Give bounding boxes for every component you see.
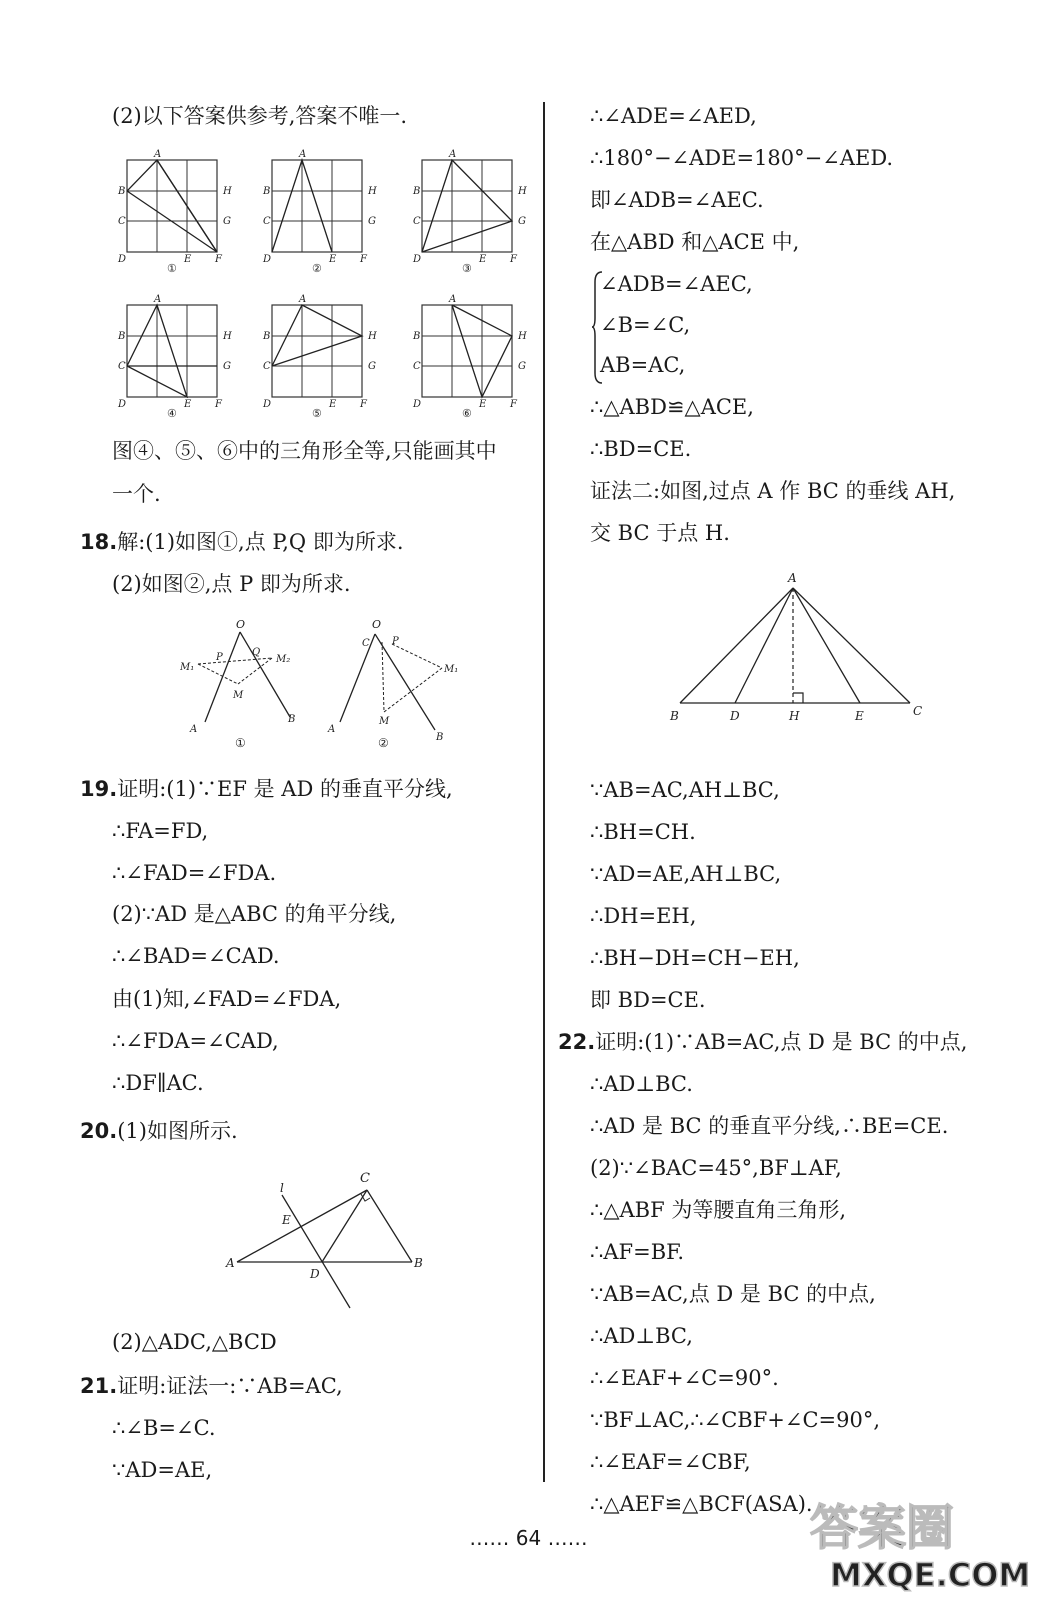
svg-text:P: P [216,652,223,663]
svg-text:A: A [449,149,457,160]
text-line: ∵AD=AE, [112,1458,213,1482]
svg-text:B: B [263,331,271,342]
grid-figure-2 [262,149,377,275]
svg-text:M: M [233,690,244,701]
column-divider [543,102,545,1482]
figure-label: ② [378,736,389,750]
text-line: ∴∠EAF+∠C=90°. [590,1366,779,1390]
figure-20 [222,1160,437,1315]
text-line: (2)∵AD 是△ABC 的角平分线, [112,902,397,926]
svg-text:C: C [413,216,421,227]
grid-figures [112,145,532,435]
svg-text:G: G [518,361,526,372]
text-line: ∴180°−∠ADE=180°−∠AED. [590,146,894,170]
text-line: ∴∠ADE=∠AED, [590,104,757,128]
text-line: ∴△ABF 为等腰直角三角形, [590,1198,847,1222]
figure-label: ① [235,736,246,750]
text-line: 图④、⑤、⑥中的三角形全等,只能画其中 [112,439,497,463]
text-line: 交 BC 于点 H. [590,521,730,545]
text-line: 证明:证法一:∵AB=AC, [117,1374,343,1398]
page-number: …… 64 …… [469,1526,588,1550]
svg-text:E: E [329,399,337,410]
figure-label: ③ [462,262,472,275]
question-number: 19. [80,777,118,801]
figure-label: ② [312,262,322,275]
text-line: ∴AF=BF. [590,1240,685,1264]
grid-figures-svg [112,145,532,435]
svg-text:E: E [479,399,487,410]
svg-text:C: C [263,216,271,227]
svg-text:l: l [280,1181,284,1195]
svg-text:D: D [413,254,422,265]
svg-text:D: D [310,1267,320,1281]
text-line: ∴AD 是 BC 的垂直平分线,∴BE=CE. [590,1114,949,1138]
text-line: ∠ADB=∠AEC, [600,272,753,296]
svg-text:H: H [223,331,232,342]
svg-text:M₁: M₁ [180,662,195,673]
svg-text:E: E [184,254,192,265]
svg-text:E: E [282,1213,291,1227]
svg-text:F: F [510,399,517,410]
text-line: (2)如图②,点 P 即为所求. [112,572,351,596]
svg-text:M₂: M₂ [276,654,291,665]
question-number: 22. [558,1030,596,1054]
equation-brace [592,270,604,385]
svg-text:B: B [414,1256,423,1270]
text-line: 证明:(1)∵EF 是 AD 的垂直平分线, [117,777,453,801]
svg-text:O: O [372,618,382,631]
svg-text:E: E [329,254,337,265]
svg-text:F: F [215,399,222,410]
text-line: ∵AB=AC,点 D 是 BC 的中点, [590,1282,876,1306]
svg-text:B: B [118,186,126,197]
text-line: ∴∠FDA=∠CAD, [112,1029,279,1053]
text-line: AB=AC, [600,353,686,377]
text-line: ∴BH−DH=CH−EH, [590,946,800,970]
svg-text:H: H [518,331,527,342]
svg-text:B: B [118,331,126,342]
svg-text:A: A [299,149,307,160]
svg-text:答案圈: 答案圈 [810,1500,955,1556]
text-line: ∵AB=AC,AH⊥BC, [590,778,780,802]
text-line: ∴∠EAF=∠CBF, [590,1450,751,1474]
figure-18-2 [327,618,458,750]
text-line: 一个. [112,482,161,506]
svg-text:C: C [360,1171,370,1186]
figure-21-svg [665,570,935,730]
svg-text:P: P [392,636,399,647]
text-line: ∴△AEF≌△BCF(ASA). [590,1492,813,1516]
svg-text:G: G [518,216,526,227]
svg-text:E: E [479,254,487,265]
question-22 [558,1028,967,1056]
question-number: 18. [80,530,118,554]
text-line: ∵AD=AE,AH⊥BC, [590,862,782,886]
text-line: ∴∠B=∠C. [112,1416,216,1440]
svg-text:D: D [118,254,127,265]
text-line: ∵BF⊥AC,∴∠CBF+∠C=90°, [590,1408,881,1432]
svg-text:B: B [670,709,679,723]
question-21 [80,1372,343,1400]
text-line: ∴AD⊥BC. [590,1072,693,1096]
svg-text:H: H [368,331,377,342]
svg-text:F: F [510,254,517,265]
text-line: ∴DF∥AC. [112,1071,204,1095]
grid-figure-6 [412,294,527,420]
svg-text:M: M [379,716,390,727]
question-19 [80,775,453,803]
text-line: ∴∠FAD=∠FDA. [112,861,277,885]
svg-text:D: D [263,254,272,265]
svg-text:A: A [449,294,457,305]
svg-text:Q: Q [252,647,261,658]
text-line: 在△ABD 和△ACE 中, [590,230,800,254]
svg-text:C: C [913,704,923,718]
svg-text:A: A [154,149,162,160]
svg-text:A: A [788,571,797,585]
figure-18-1 [180,618,295,750]
text-line: 即 BD=CE. [590,988,706,1012]
figure-20-svg [222,1160,437,1315]
text-line: 解:(1)如图①,点 P,Q 即为所求. [117,530,404,554]
text-line: 证明:(1)∵AB=AC,点 D 是 BC 的中点, [595,1030,968,1054]
svg-text:C: C [263,361,271,372]
svg-text:O: O [236,618,246,631]
text-line: (2)以下答案供参考,答案不唯一. [112,104,408,128]
svg-text:G: G [368,361,376,372]
watermark-logo [800,1486,1050,1596]
svg-text:B: B [436,732,444,743]
text-line: ∠B=∠C, [600,313,691,337]
svg-text:B: B [413,331,421,342]
text-line: 证法二:如图,过点 A 作 BC 的垂线 AH, [590,479,956,503]
svg-text:E: E [855,709,864,723]
text-line: 由(1)知,∠FAD=∠FDA, [112,987,342,1011]
svg-text:A: A [226,1256,235,1270]
svg-text:D: D [118,399,127,410]
svg-text:F: F [360,399,367,410]
svg-text:G: G [368,216,376,227]
svg-text:G: G [223,216,231,227]
svg-text:C: C [118,361,126,372]
svg-text:H: H [223,186,232,197]
question-number: 21. [80,1374,118,1398]
svg-text:H: H [789,709,800,723]
text-line: ∴BD=CE. [590,437,692,461]
svg-text:F: F [360,254,367,265]
svg-text:C: C [362,638,370,649]
svg-text:H: H [368,186,377,197]
svg-text:D: D [730,709,740,723]
svg-text:M₁: M₁ [444,664,459,675]
svg-text:C: C [413,361,421,372]
grid-figure-3 [412,149,527,275]
svg-text:D: D [263,399,272,410]
figure-18-svg [180,612,460,757]
svg-text:F: F [215,254,222,265]
grid-figure-4 [117,294,232,420]
figure-18 [180,612,460,757]
svg-text:D: D [413,399,422,410]
text-line: ∴FA=FD, [112,819,209,843]
svg-text:A: A [299,294,307,305]
question-20 [80,1117,238,1145]
svg-text:A: A [154,294,162,305]
question-number: 20. [80,1119,118,1143]
text-line: (1)如图所示. [117,1119,238,1143]
svg-text:B: B [288,714,296,725]
figure-21 [665,570,935,730]
grid-figure-5 [262,294,377,420]
text-line: (2)△ADC,△BCD [112,1330,277,1354]
figure-label: ⑥ [462,407,472,420]
text-line: ∴AD⊥BC, [590,1324,693,1348]
svg-text:B: B [413,186,421,197]
svg-text:E: E [184,399,192,410]
figure-label: ④ [167,407,177,420]
text-line: 即∠ADB=∠AEC. [590,188,764,212]
text-line: ∴∠BAD=∠CAD. [112,944,280,968]
question-18 [80,528,404,556]
svg-text:H: H [518,186,527,197]
svg-text:MXQE.COM: MXQE.COM [830,1556,1031,1594]
figure-label: ① [167,262,177,275]
grid-figure-1 [117,149,232,275]
text-line: ∴DH=EH, [590,904,697,928]
text-line: ∴BH=CH. [590,820,696,844]
svg-text:A: A [328,724,336,735]
svg-text:A: A [190,724,198,735]
svg-text:B: B [263,186,271,197]
figure-label: ⑤ [312,407,322,420]
svg-text:C: C [118,216,126,227]
text-line: ∴△ABD≌△ACE, [590,395,754,419]
svg-text:G: G [223,361,231,372]
text-line: (2)∵∠BAC=45°,BF⊥AF, [590,1156,842,1180]
